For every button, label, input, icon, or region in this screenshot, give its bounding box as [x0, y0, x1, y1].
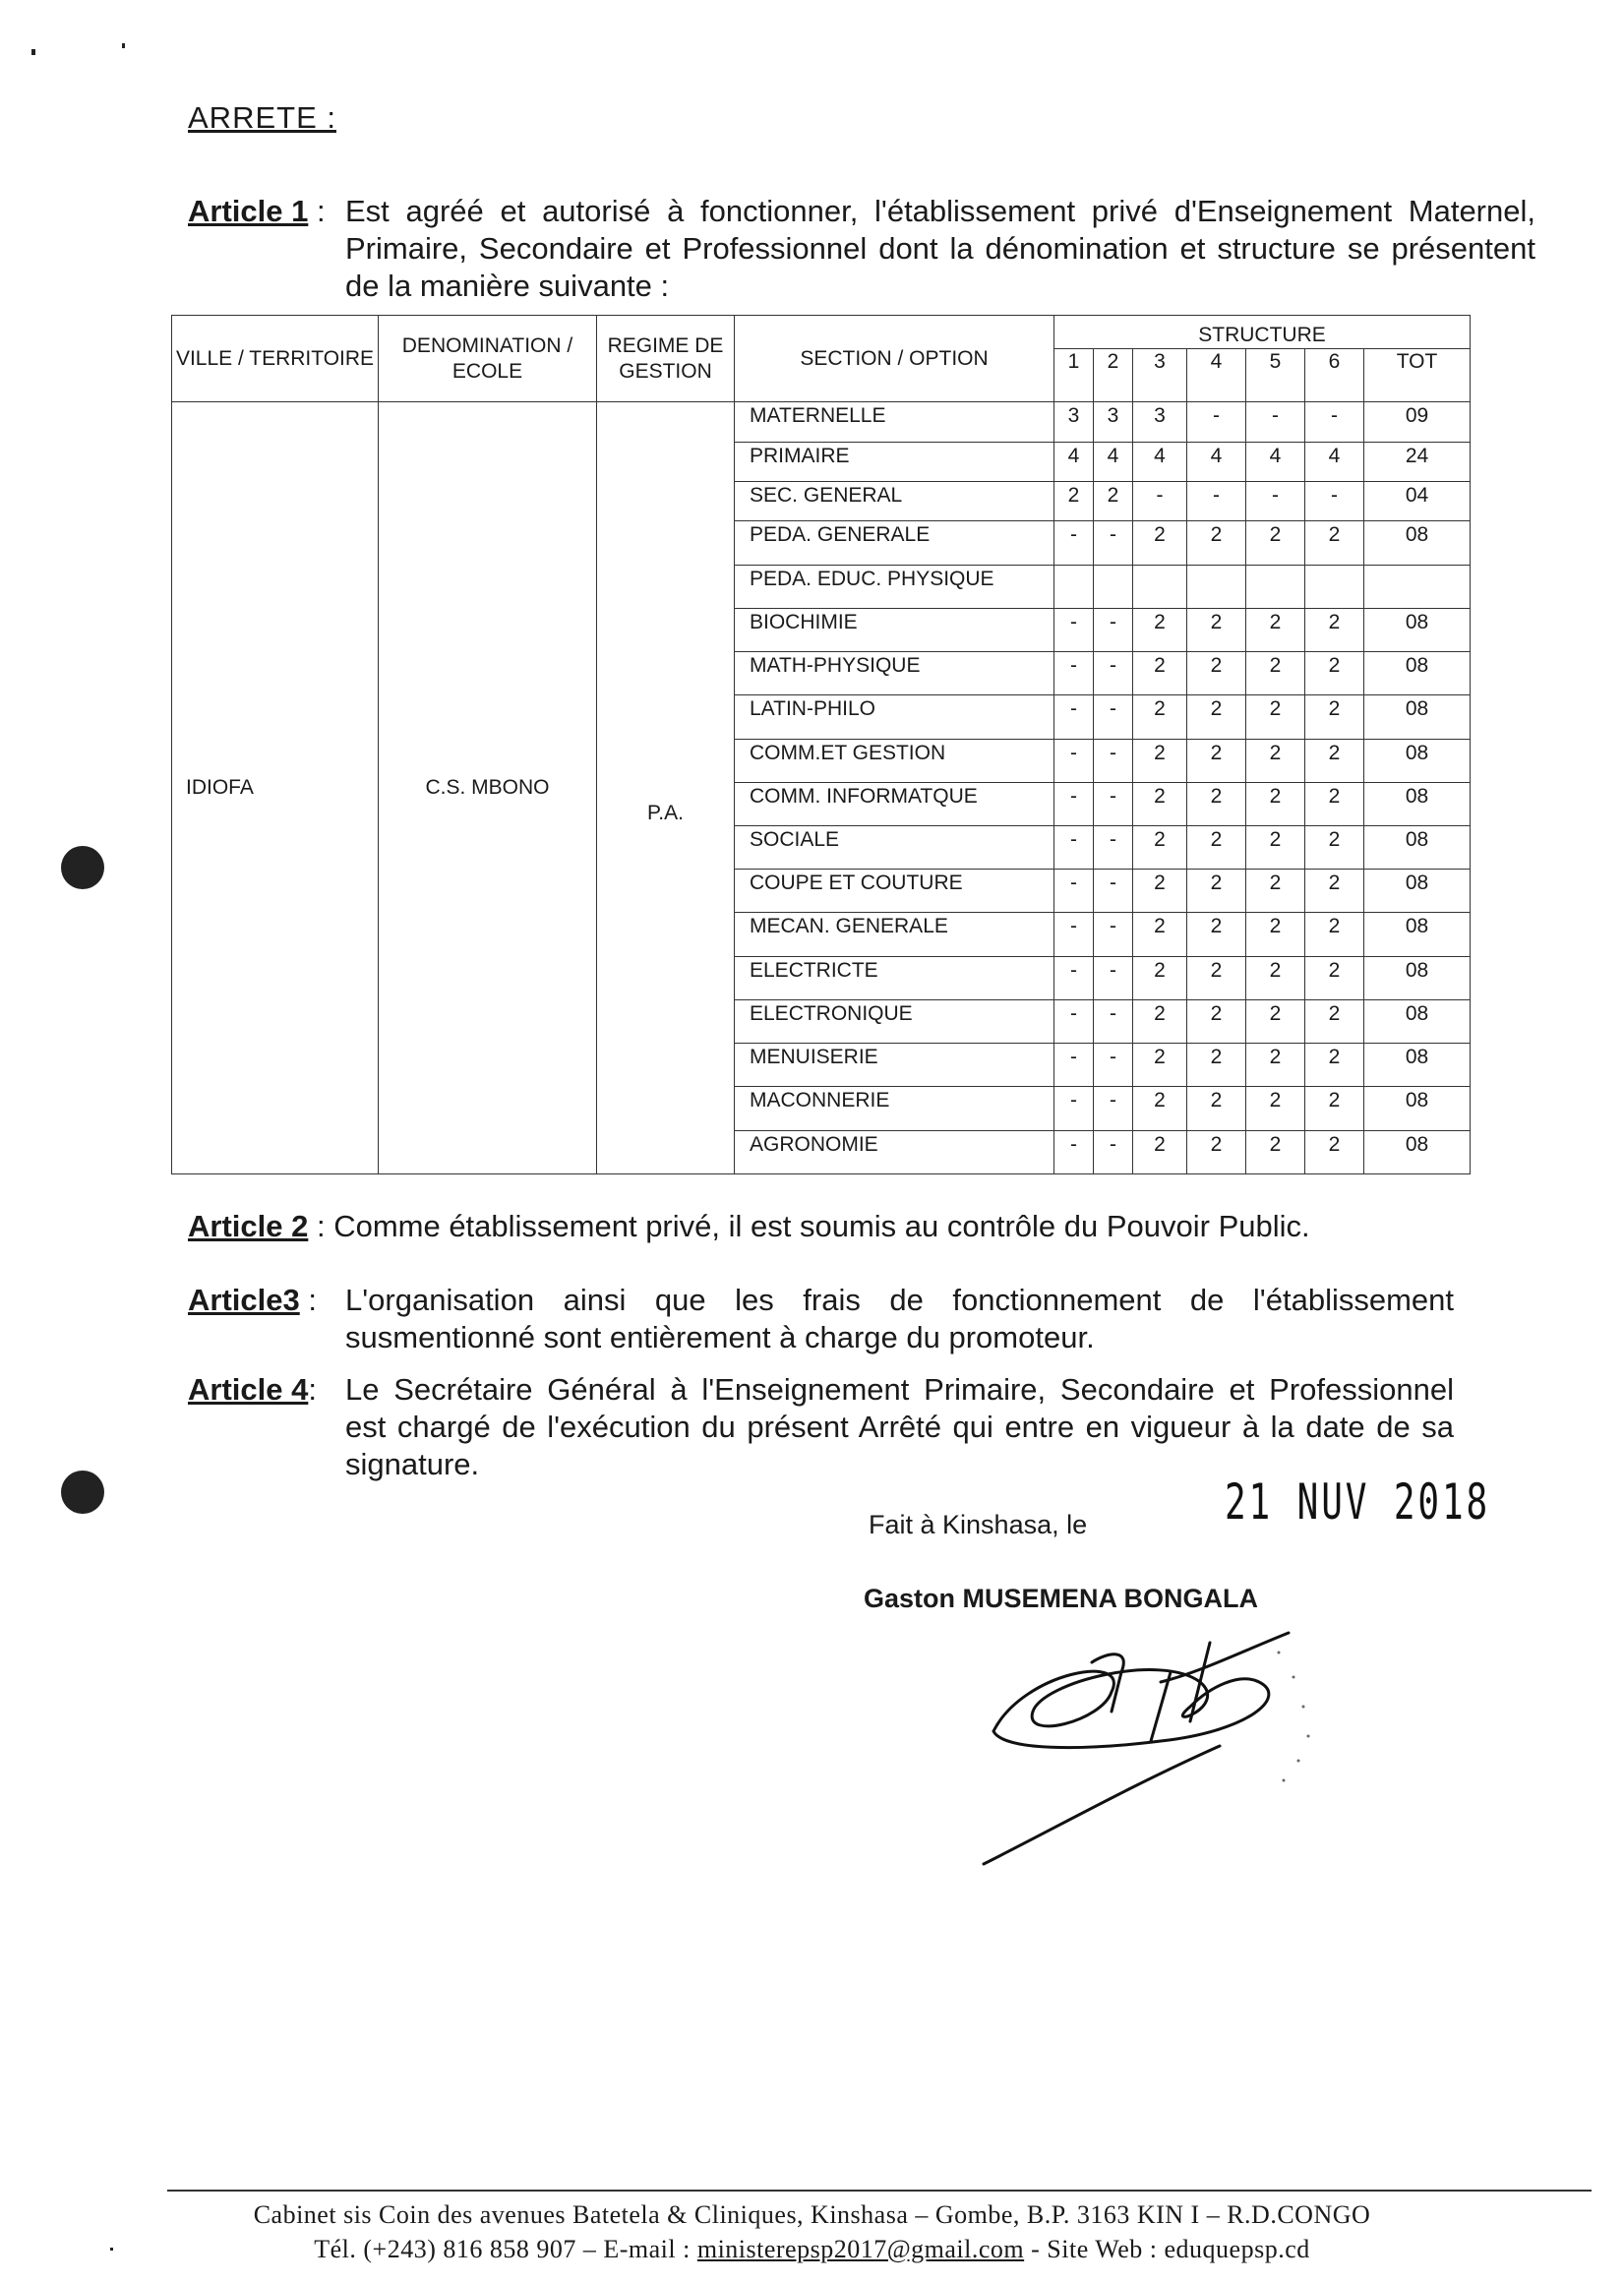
section-option-cell: MENUISERIE	[735, 1044, 1054, 1087]
total-cell: 08	[1364, 1130, 1471, 1173]
section-option-cell: MECAN. GENERALE	[735, 913, 1054, 956]
structure-cell: -	[1246, 402, 1305, 443]
structure-cell: 2	[1054, 482, 1094, 521]
structure-cell: 2	[1187, 652, 1246, 695]
structure-cell: 2	[1133, 956, 1187, 999]
total-cell: 08	[1364, 1087, 1471, 1130]
structure-cell: -	[1054, 999, 1094, 1043]
structure-cell: 4	[1133, 443, 1187, 482]
structure-cell: 2	[1187, 739, 1246, 782]
article-3-label: Article3	[188, 1283, 300, 1317]
total-cell: 09	[1364, 402, 1471, 443]
regime-cell: P.A.	[597, 402, 735, 1174]
article-1-label: Article 1	[188, 194, 309, 228]
structure-cell: -	[1054, 826, 1094, 870]
total-cell: 08	[1364, 695, 1471, 739]
header-col-2: 2	[1094, 349, 1133, 402]
structure-cell: 2	[1187, 870, 1246, 913]
table-row	[172, 402, 1471, 443]
structure-cell: 4	[1094, 443, 1133, 482]
structure-cell: -	[1094, 652, 1133, 695]
structure-cell: 3	[1094, 402, 1133, 443]
article-4-text: Le Secrétaire Général à l'Enseignement Primaire, Secondaire et Professionnel est chargé de l'exécution du présent Arrêté qui entre en vigueur à la date de sa signature.	[345, 1372, 1454, 1481]
structure-cell: 2	[1305, 608, 1364, 651]
structure-cell: 2	[1305, 956, 1364, 999]
total-cell: 24	[1364, 443, 1471, 482]
structure-cell: -	[1094, 695, 1133, 739]
structure-cell: -	[1094, 913, 1133, 956]
structure-cell: 4	[1305, 443, 1364, 482]
structure-cell: 2	[1246, 913, 1305, 956]
section-option-cell: ELECTRONIQUE	[735, 999, 1054, 1043]
structure-cell: 2	[1133, 521, 1187, 565]
footer-address: Cabinet sis Coin des avenues Batetela & Cliniques, Kinshasa – Gombe, B.P. 3163 KIN I – R.D.CONGO	[253, 2200, 1371, 2229]
section-option-cell: AGRONOMIE	[735, 1130, 1054, 1173]
structure-cell: -	[1094, 1130, 1133, 1173]
header-col-5: 5	[1246, 349, 1305, 402]
structure-cell	[1054, 565, 1094, 608]
structure-cell: 2	[1187, 826, 1246, 870]
total-cell: 08	[1364, 956, 1471, 999]
structure-cell: -	[1187, 482, 1246, 521]
structure-cell: 2	[1133, 826, 1187, 870]
structure-cell: -	[1187, 402, 1246, 443]
structure-cell: 3	[1133, 402, 1187, 443]
structure-cell: 2	[1133, 870, 1187, 913]
structure-cell: 2	[1246, 1087, 1305, 1130]
structure-cell: -	[1094, 1087, 1133, 1130]
structure-cell	[1094, 565, 1133, 608]
structure-cell: -	[1054, 695, 1094, 739]
structure-cell: 4	[1246, 443, 1305, 482]
header-col-6: 6	[1305, 349, 1364, 402]
total-cell: 08	[1364, 782, 1471, 825]
section-option-cell: SEC. GENERAL	[735, 482, 1054, 521]
structure-cell: 2	[1246, 695, 1305, 739]
structure-cell: 2	[1133, 1044, 1187, 1087]
structure-cell: 2	[1305, 913, 1364, 956]
structure-cell: 2	[1187, 1044, 1246, 1087]
header-denomination: DENOMINATION / ECOLE	[379, 316, 597, 402]
structure-cell: -	[1094, 826, 1133, 870]
structure-cell: 2	[1133, 739, 1187, 782]
structure-cell: -	[1054, 870, 1094, 913]
structure-cell: -	[1133, 482, 1187, 521]
structure-cell: -	[1054, 913, 1094, 956]
ville-cell: IDIOFA	[172, 402, 379, 1174]
structure-cell: 2	[1094, 482, 1133, 521]
section-option-cell: MATH-PHYSIQUE	[735, 652, 1054, 695]
footer-contact: Tél. (+243) 816 858 907 – E-mail : ministerepsp2017@gmail.com - Site Web : eduquepsp.cd	[314, 2235, 1310, 2263]
article-1-text: Est agréé et autorisé à fonctionner, l'établissement privé d'Enseignement Maternel, Primaire, Secondaire et Professionnel dont la dénomination et structure se présentent de la manière suivante :	[345, 194, 1535, 303]
header-section: SECTION / OPTION	[735, 316, 1054, 402]
structure-cell: -	[1054, 1130, 1094, 1173]
structure-cell: 2	[1305, 652, 1364, 695]
header-structure: STRUCTURE	[1054, 316, 1471, 349]
total-cell: 08	[1364, 826, 1471, 870]
structure-cell: 2	[1133, 782, 1187, 825]
header-regime: REGIME DE GESTION	[597, 316, 735, 402]
structure-cell: 2	[1305, 826, 1364, 870]
article-2-label: Article 2	[188, 1209, 309, 1243]
structure-cell: 2	[1187, 521, 1246, 565]
header-col-1: 1	[1054, 349, 1094, 402]
place-of-signing: Fait à Kinshasa, le	[869, 1510, 1088, 1539]
structure-cell: 2	[1133, 695, 1187, 739]
header-col-4: 4	[1187, 349, 1246, 402]
total-cell: 08	[1364, 739, 1471, 782]
structure-cell: -	[1094, 739, 1133, 782]
structure-cell	[1133, 565, 1187, 608]
date-stamp: 21 NUV 2018	[1225, 1473, 1491, 1531]
structure-cell: 2	[1133, 652, 1187, 695]
article-3-text: L'organisation ainsi que les frais de fonctionnement de l'établissement susmentionné sont entièrement à charge du promoteur.	[345, 1283, 1454, 1354]
structure-cell: -	[1246, 482, 1305, 521]
structure-table	[171, 315, 1471, 1174]
total-cell: 08	[1364, 1044, 1471, 1087]
structure-cell: -	[1054, 782, 1094, 825]
section-option-cell: LATIN-PHILO	[735, 695, 1054, 739]
structure-cell: 2	[1133, 1130, 1187, 1173]
total-cell: 08	[1364, 913, 1471, 956]
section-option-cell: ELECTRICTE	[735, 956, 1054, 999]
structure-cell: 2	[1133, 608, 1187, 651]
structure-cell: -	[1305, 482, 1364, 521]
structure-cell: 2	[1187, 913, 1246, 956]
section-option-cell: SOCIALE	[735, 826, 1054, 870]
structure-cell: 2	[1305, 782, 1364, 825]
document-heading: ARRETE :	[188, 100, 336, 135]
structure-cell: 2	[1305, 739, 1364, 782]
footer-rule	[167, 2190, 1592, 2192]
total-cell: 04	[1364, 482, 1471, 521]
total-cell	[1364, 565, 1471, 608]
ecole-cell: C.S. MBONO	[379, 402, 597, 1174]
structure-cell: 2	[1305, 1130, 1364, 1173]
structure-cell: 2	[1133, 1087, 1187, 1130]
structure-cell: -	[1094, 999, 1133, 1043]
structure-cell: 2	[1133, 913, 1187, 956]
article-2-text: Comme établissement privé, il est soumis au contrôle du Pouvoir Public.	[333, 1209, 1310, 1243]
structure-cell: -	[1094, 1044, 1133, 1087]
structure-cell: 2	[1133, 999, 1187, 1043]
structure-cell: 2	[1187, 1130, 1246, 1173]
signer-name: Gaston MUSEMENA BONGALA	[864, 1584, 1259, 1613]
section-option-cell: COMM.ET GESTION	[735, 739, 1054, 782]
structure-cell: 2	[1246, 652, 1305, 695]
structure-cell: 2	[1187, 695, 1246, 739]
structure-cell: 2	[1187, 999, 1246, 1043]
structure-cell: -	[1054, 1087, 1094, 1130]
structure-cell: 3	[1054, 402, 1094, 443]
structure-cell: 2	[1246, 826, 1305, 870]
structure-cell: -	[1054, 739, 1094, 782]
header-col-tot: TOT	[1364, 349, 1471, 402]
structure-cell: -	[1094, 956, 1133, 999]
structure-cell: 2	[1305, 695, 1364, 739]
structure-cell: -	[1054, 652, 1094, 695]
structure-cell: 2	[1305, 999, 1364, 1043]
structure-cell: 2	[1246, 1130, 1305, 1173]
section-option-cell: MATERNELLE	[735, 402, 1054, 443]
structure-cell: -	[1094, 608, 1133, 651]
structure-cell: 2	[1246, 956, 1305, 999]
structure-cell: 2	[1246, 739, 1305, 782]
section-option-cell: COMM. INFORMATQUE	[735, 782, 1054, 825]
structure-cell	[1305, 565, 1364, 608]
structure-cell: 2	[1305, 1087, 1364, 1130]
structure-cell: 2	[1246, 870, 1305, 913]
structure-cell: 2	[1305, 870, 1364, 913]
total-cell: 08	[1364, 521, 1471, 565]
structure-cell: 4	[1054, 443, 1094, 482]
structure-cell: 2	[1187, 956, 1246, 999]
structure-cell: -	[1054, 608, 1094, 651]
structure-cell: -	[1054, 1044, 1094, 1087]
structure-cell: -	[1094, 782, 1133, 825]
structure-cell: 2	[1187, 782, 1246, 825]
section-option-cell: BIOCHIMIE	[735, 608, 1054, 651]
section-option-cell: PEDA. GENERALE	[735, 521, 1054, 565]
structure-cell: -	[1305, 402, 1364, 443]
structure-cell: 2	[1246, 782, 1305, 825]
section-option-cell: PEDA. EDUC. PHYSIQUE	[735, 565, 1054, 608]
structure-cell: 2	[1305, 521, 1364, 565]
structure-cell: 4	[1187, 443, 1246, 482]
total-cell: 08	[1364, 870, 1471, 913]
structure-cell: 2	[1187, 608, 1246, 651]
structure-cell: 2	[1305, 1044, 1364, 1087]
structure-cell: 2	[1246, 999, 1305, 1043]
structure-cell: -	[1094, 521, 1133, 565]
structure-cell: 2	[1187, 1087, 1246, 1130]
structure-cell: 2	[1246, 521, 1305, 565]
structure-cell: -	[1094, 870, 1133, 913]
header-ville: VILLE / TERRITOIRE	[172, 316, 379, 402]
section-option-cell: PRIMAIRE	[735, 443, 1054, 482]
structure-cell	[1187, 565, 1246, 608]
section-option-cell: COUPE ET COUTURE	[735, 870, 1054, 913]
footer-email-link[interactable]: ministerepsp2017@gmail.com	[696, 2235, 1025, 2263]
handwritten-signature	[964, 1613, 1357, 1889]
structure-cell: -	[1054, 956, 1094, 999]
structure-cell: 2	[1246, 1044, 1305, 1087]
section-option-cell: MACONNERIE	[735, 1087, 1054, 1130]
total-cell: 08	[1364, 652, 1471, 695]
structure-cell	[1246, 565, 1305, 608]
article-4-label: Article 4	[188, 1372, 309, 1407]
structure-cell: 2	[1246, 608, 1305, 651]
header-col-3: 3	[1133, 349, 1187, 402]
total-cell: 08	[1364, 999, 1471, 1043]
structure-cell: -	[1054, 521, 1094, 565]
total-cell: 08	[1364, 608, 1471, 651]
